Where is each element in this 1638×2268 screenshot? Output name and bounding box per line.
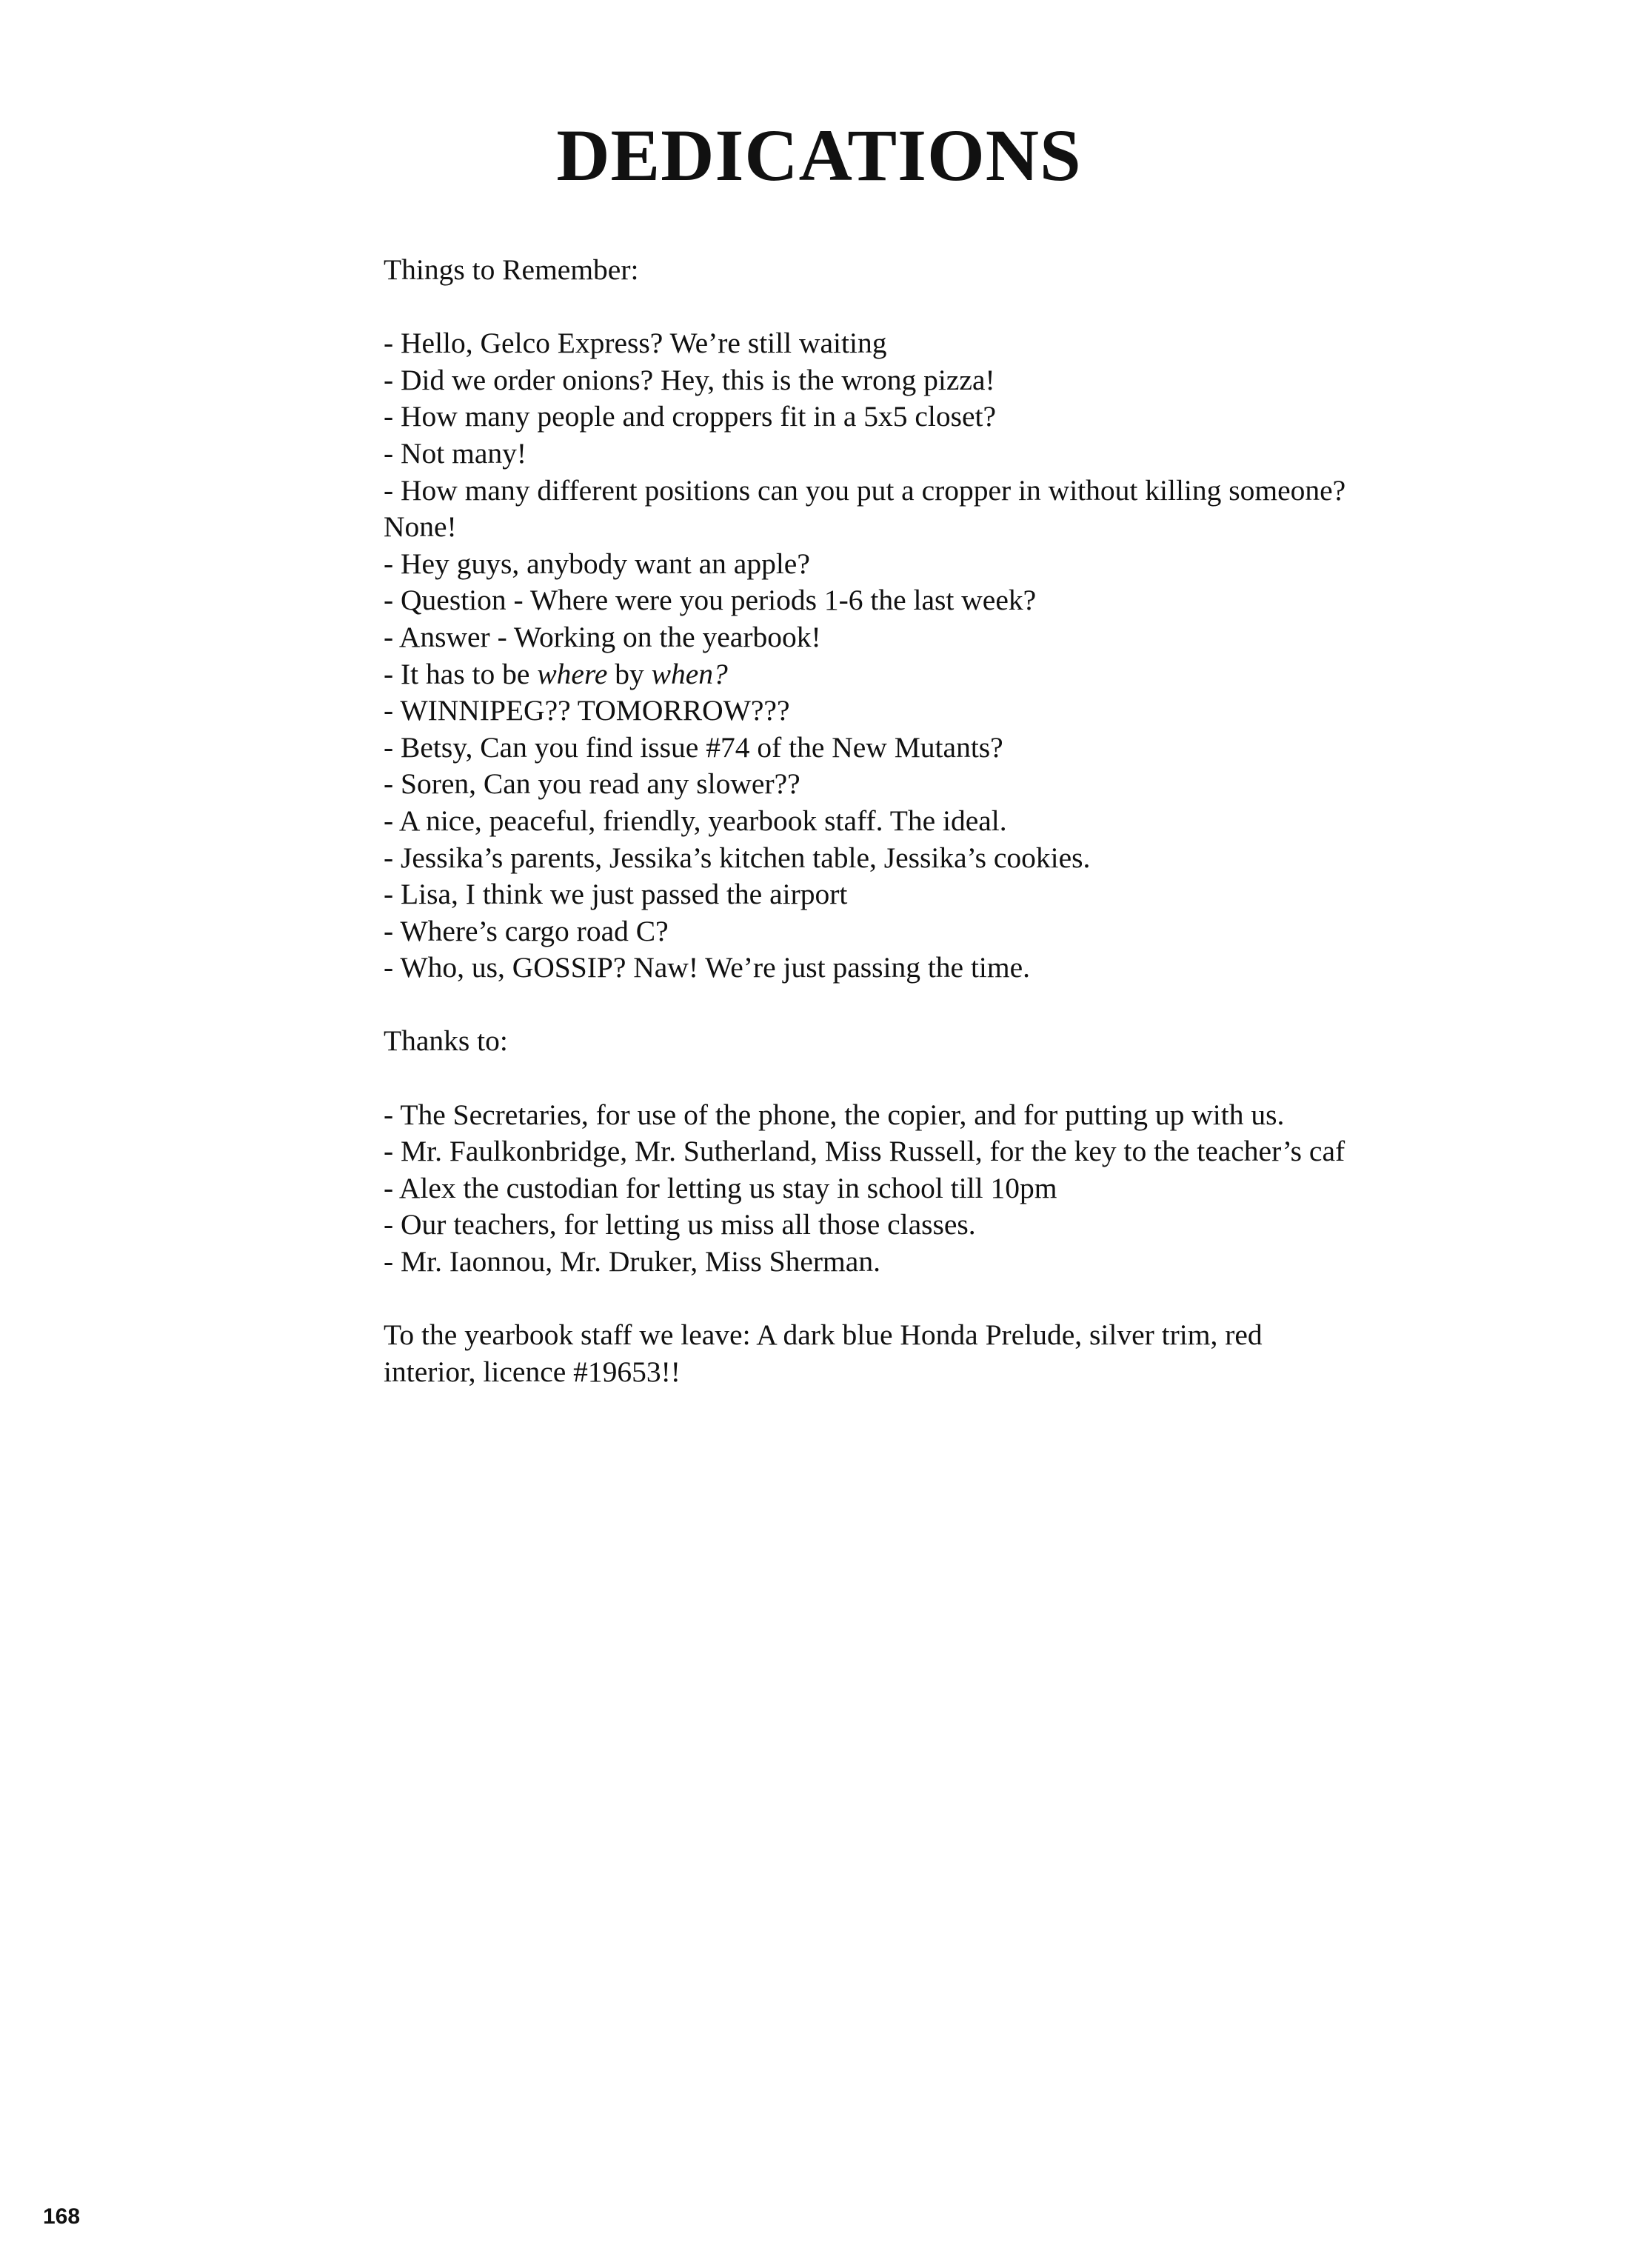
list-item: - Who, us, GOSSIP? Naw! We’re just passing the time. [384,951,1031,984]
where-word: where [537,657,608,690]
list-item: - Answer - Working on the yearbook! [384,620,821,653]
list-item: - Our teachers, for letting us miss all those classes. [384,1208,976,1241]
thanks-list [384,1097,1361,1281]
list-item: - The Secretaries, for use of the phone, the copier, and for putting up with us. [384,1098,1285,1131]
list-item: - How many people and croppers fit in a 5x5 closet? [384,400,997,433]
list-item: - A nice, peaceful, friendly, yearbook staff. The ideal. [384,804,1007,837]
list-item-where-when [384,656,1361,693]
where-when-prefix: - It has to be [384,657,538,690]
list-item: - Soren, Can you read any slower?? [384,767,800,801]
list-item: - Not many! [384,436,527,470]
list-item: - Jessika’s parents, Jessika’s kitchen table, Jessika’s cookies. [384,841,1091,874]
list-item: - Where’s cargo road C? [384,914,669,947]
where-when-middle: by [607,657,652,690]
closing-paragraph: To the yearbook staff we leave: A dark blue Honda Prelude, silver trim, red interior, licence #19653!! [384,1318,1263,1388]
when-word: when? [651,657,728,690]
page-title: DEDICATIONS [556,114,1082,196]
list-item: - Mr. Iaonnou, Mr. Druker, Miss Sherman. [384,1245,880,1278]
list-item: - Hello, Gelco Express? We’re still waiting [384,327,887,360]
remember-heading: Things to Remember: [384,253,639,286]
list-item: - Lisa, I think we just passed the airport [384,878,848,911]
remember-list [384,325,1361,987]
list-item: - Did we order onions? Hey, this is the wrong pizza! [384,363,995,396]
list-item: - Betsy, Can you find issue #74 of the New Mutants? [384,730,1003,764]
list-item: - WINNIPEG?? TOMORROW??? [384,694,790,727]
list-item: - How many different positions can you put a cropper in without killing someone? None! [384,473,1346,544]
list-item: - Question - Where were you periods 1-6 the last week? [384,584,1037,617]
list-item: - Mr. Faulkonbridge, Mr. Sutherland, Miss Russell, for the key to the teacher’s caf [384,1135,1346,1168]
thanks-heading: Thanks to: [384,1024,508,1058]
dedications-body [384,252,1361,1390]
list-item: - Hey guys, anybody want an apple? [384,547,810,580]
list-item: - Alex the custodian for letting us stay in school till 10pm [384,1171,1057,1204]
page-number: 168 [43,2204,81,2229]
